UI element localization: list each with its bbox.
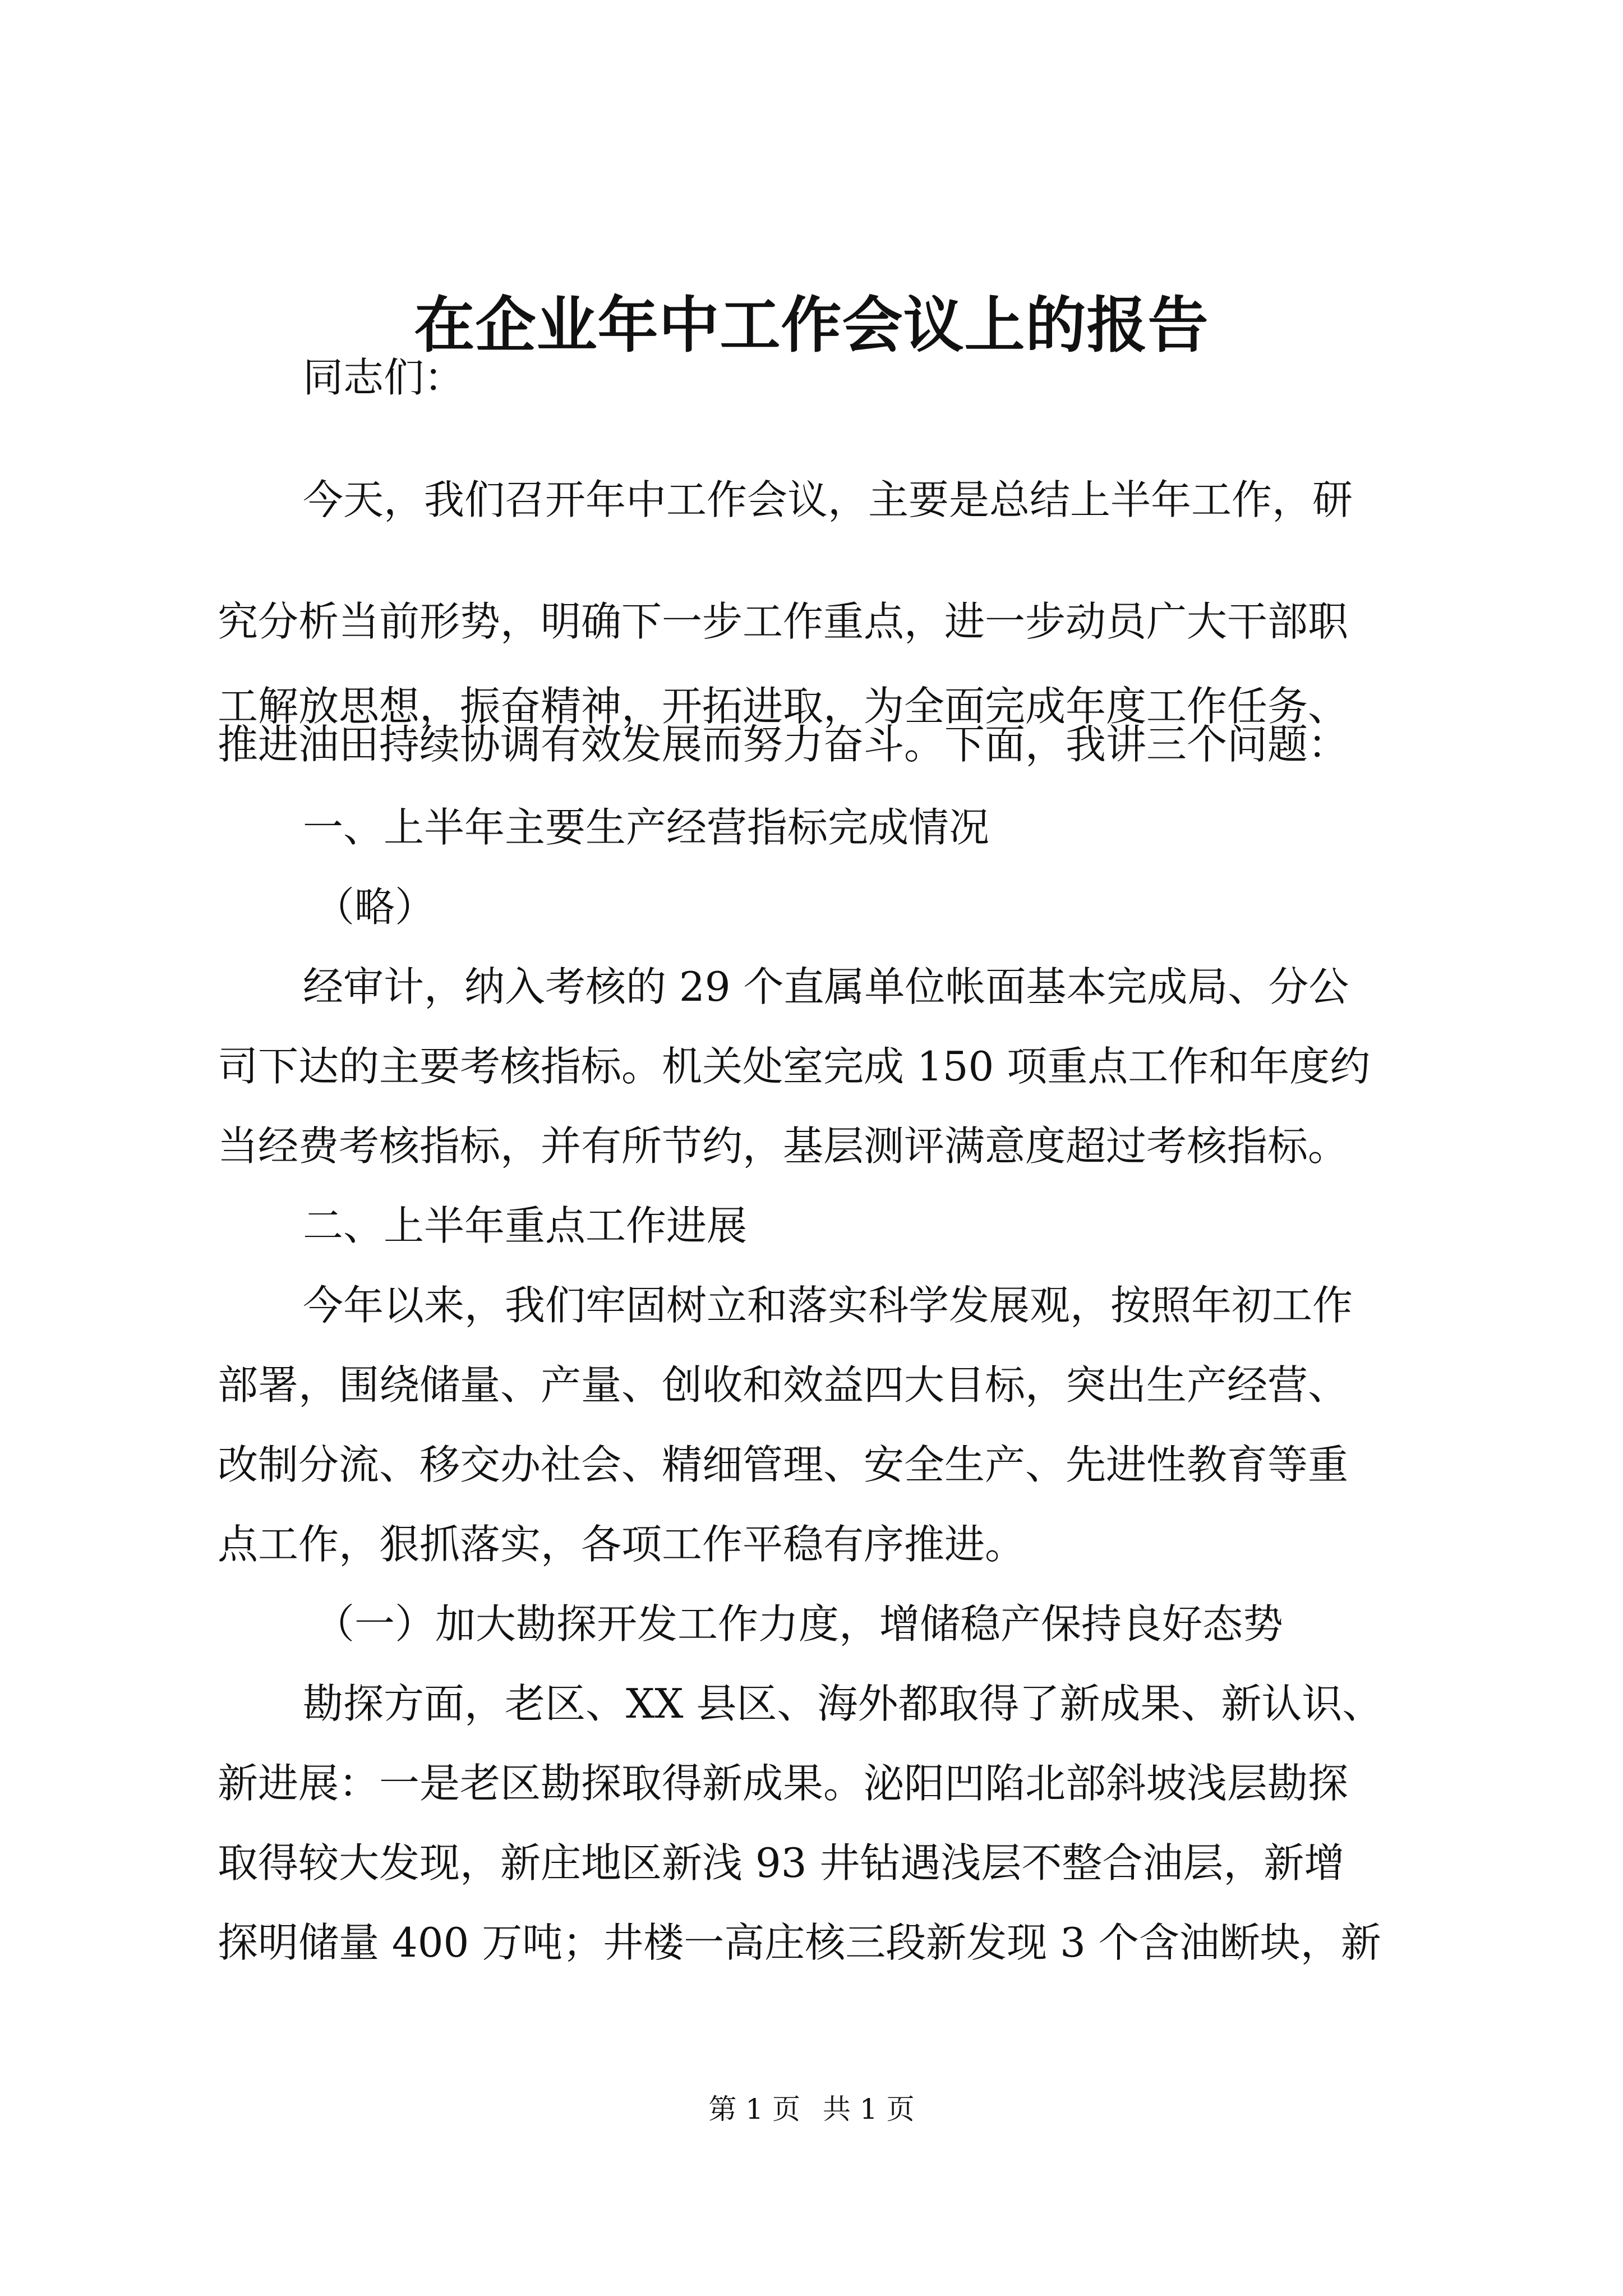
paragraph-line: 新进展：一是老区勘探取得新成果。泌阳凹陷北部斜坡浅层勘探 bbox=[218, 1760, 1349, 1807]
paragraph-line: 部署，围绕储量、产量、创收和效益四大目标，突出生产经营、 bbox=[218, 1361, 1349, 1409]
paragraph-line: 当经费考核指标，并有所节约，基层测评满意度超过考核指标。 bbox=[218, 1122, 1349, 1170]
paragraph-line: 今天，我们召开年中工作会议，主要是总结上半年工作，研 bbox=[303, 476, 1353, 523]
paragraph-line: 究分析当前形势，明确下一步工作重点，进一步动员广大干部职 bbox=[218, 598, 1349, 645]
section-heading: 二、上半年重点工作进展 bbox=[303, 1202, 748, 1249]
page-number: 第 1 页 bbox=[708, 2093, 800, 2125]
paragraph-line: 取得较大发现，新庄地区新浅 93 井钻遇浅层不整合油层，新增 bbox=[218, 1839, 1345, 1887]
paragraph-line: 今年以来，我们牢固树立和落实科学发展观，按照年初工作 bbox=[303, 1282, 1353, 1329]
section-heading: 一、上半年主要生产经营指标完成情况 bbox=[303, 804, 990, 851]
paragraph-line: 司下达的主要考核指标。机关处室完成 150 项重点工作和年度约 bbox=[218, 1043, 1371, 1090]
omitted-note: （略） bbox=[314, 884, 436, 931]
paragraph-line: 工解放思想，振奋精神，开拓进取，为全面完成年度工作任务、 bbox=[218, 683, 1349, 730]
paragraph-line: 经审计，纳入考核的 29 个直属单位帐面基本完成局、分公 bbox=[303, 963, 1349, 1010]
paragraph-line: 探明储量 400 万吨；井楼一高庄核三段新发现 3 个含油断块，新 bbox=[218, 1919, 1381, 1966]
page-footer bbox=[0, 2087, 1623, 2132]
paragraph-line: 改制分流、移交办社会、精细管理、安全生产、先进性教育等重 bbox=[218, 1441, 1349, 1488]
subsection-heading: （一）加大勘探开发工作力度，增储稳产保持良好态势 bbox=[314, 1600, 1284, 1648]
page-total: 共 1 页 bbox=[823, 2093, 915, 2125]
paragraph-line: 推进油田持续协调有效发展而努力奋斗。下面，我讲三个问题： bbox=[218, 721, 1349, 768]
document-title: 在企业年中工作会议上的报告 bbox=[414, 290, 1209, 361]
salutation-line: 同志们： bbox=[303, 354, 465, 401]
paragraph-line: 勘探方面，老区、XX 县区、海外都取得了新成果、新认识、 bbox=[303, 1680, 1383, 1727]
paragraph-line: 点工作，狠抓落实，各项工作平稳有序推进。 bbox=[218, 1521, 1026, 1568]
